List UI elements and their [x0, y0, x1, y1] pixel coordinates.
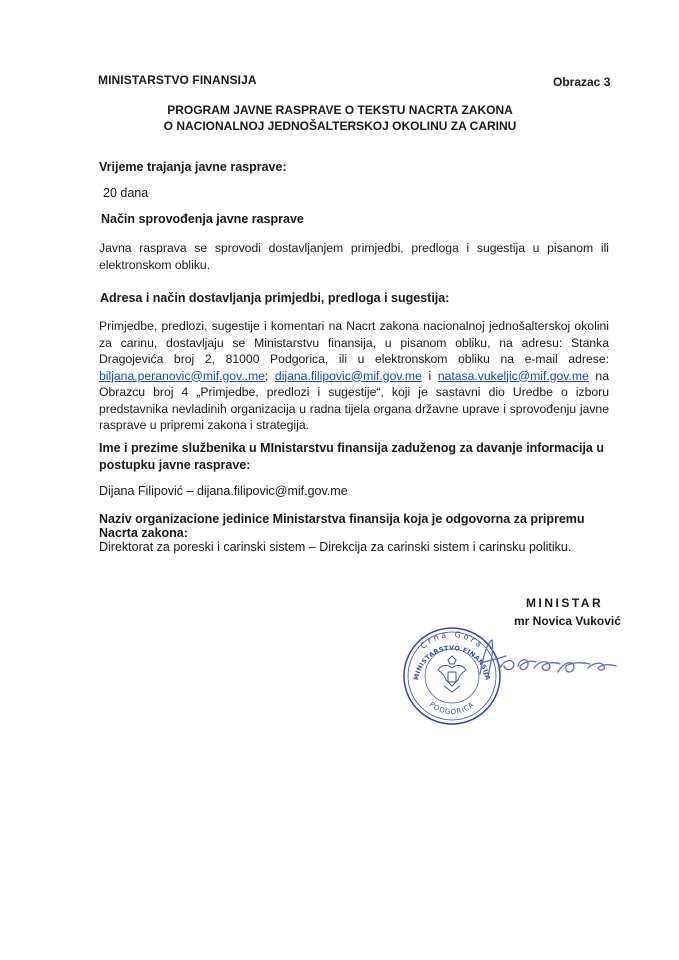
submission-text-before: Primjedbe, predlozi, sugestije i komentari na Nacrt zakona nacionalnoj jednošalterskoj okolini za carinu, dostavljaju se Ministarstvu finansija, u pisanom obliku, na adresu: Stanka Dragojevića broj 2, 81000 Podgorica, ili u elektronskom obliku na e-mail adrese: [99, 319, 609, 366]
document-title-line-2: O NACIONALNOJ JEDNOŠALTERSKOJ OKOLINU ZA CARINU [163, 119, 517, 133]
separator-2: i [421, 368, 438, 383]
coat-of-arms-icon [438, 656, 466, 692]
submission-heading: Adresa i način dostavljanja primjedbi, predloga i sugestija: [100, 291, 450, 305]
seal-ring-text: MINISTARSTVO FINANSIJA [412, 643, 492, 681]
email-link-natasa[interactable]: natasa.vukeljic@mif.gov.me [437, 368, 589, 383]
email-link-dijana[interactable]: dijana.filipovic@mif.gov.me [274, 368, 422, 383]
unit-heading: Naziv organizacione jedinice Ministarstva finansija koja je odgovorna za pripremu Nacrta zakona: [99, 512, 585, 540]
submission-text [99, 318, 609, 434]
separator-1: ; [264, 368, 275, 383]
duration-value: 20 dana [103, 186, 149, 200]
handwritten-signature [470, 632, 630, 692]
email-link-biljana[interactable]: biljana.peranovic@mif.gov..me [99, 368, 265, 383]
seal-bottom-text: PODGORICA [427, 700, 477, 717]
official-heading: Ime i prezime službenika u MInistarstvu finansija zaduženog za davanje informacija u postupku javne rasprave: [99, 441, 604, 472]
duration-heading: Vrijeme trajanja javne rasprave: [99, 160, 287, 174]
minister-name: mr Novica Vuković [514, 614, 621, 628]
minister-title: MINISTAR [526, 596, 604, 610]
document-title-line-1: PROGRAM JAVNE RASPRAVE O TEKSTU NACRTA ZAKONA [167, 103, 513, 117]
unit-name: Direktorat za poreski i carinski sistem – Direkcija za carinski sistem i carinsku politiku. [99, 540, 572, 554]
submission-text-after: na Obrazcu broj 4 „Primjedbe, predlozi i sugestije“, koji je sastavni dio Uredbe o izboru predstavnika nevladinih organizacija u radna tijela organa državne uprave i sprovođenju javne rasprave u pripremi zakona i strategija. [99, 368, 609, 432]
ministry-name: MINISTARSTVO FINANSIJA [98, 73, 257, 87]
form-number: Obrazac 3 [553, 75, 611, 89]
seal-top-text: Crna Gora [418, 629, 486, 651]
method-heading: Način sprovođenja javne rasprave [101, 212, 304, 226]
official-contact: Dijana Filipović – dijana.filipovic@mif.gov.me [99, 484, 348, 498]
method-text: Javna rasprava se sprovodi dostavljanjem primjedbi, predloga i sugestija u pisanom ili elektronskom obliku. [99, 241, 609, 272]
